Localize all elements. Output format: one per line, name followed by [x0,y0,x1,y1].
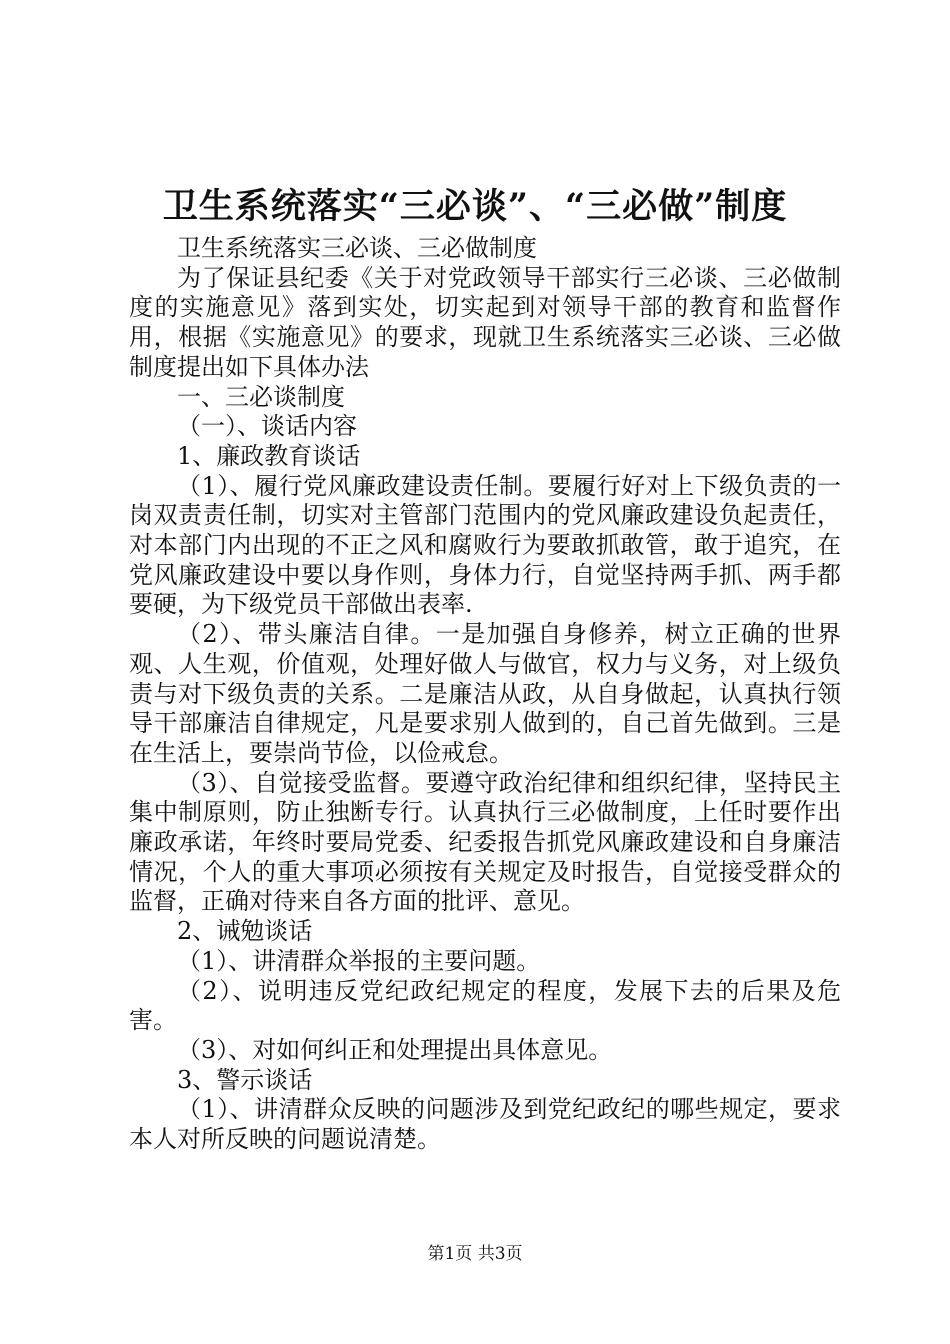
section-heading: 一、三必谈制度 [177,382,345,411]
paragraph: 卫生系统落实三必谈、三必做制度 [177,234,537,262]
document-title: 卫生系统落实“三必谈”、“三必做”制度 [162,186,788,227]
item-heading: 1、廉政教育谈话 [177,441,361,470]
paragraph: （3）、对如何纠正和处理提出具体意见。 [177,1035,613,1064]
paragraph: （1）、讲清群众反映的问题涉及到党纪政纪的哪些规定，要求本人对所反映的问题说清楚。 [129,1095,841,1154]
page-footer: 第1页 共3页 [427,1244,523,1264]
subsection-heading: （一）、谈话内容 [177,412,357,441]
paragraph: （2）、带头廉洁自律。一是加强自身修养，树立正确的世界观、人生观，价值观，处理好做人与做官，权力与义务，对上级负责与对下级负责的关系。二是廉洁从政，从自身做起，认真执行领导干部廉洁自律规定，凡是要求别人做到的，自己首先做到。三是在生活上，要崇尚节俭，以俭戒怠。 [129,620,841,767]
paragraph: （2）、说明违反党纪政纪规定的程度，发展下去的后果及危害。 [129,976,841,1035]
paragraph: 为了保证县纪委《关于对党政领导干部实行三必谈、三必做制度的实施意见》落到实处，切实起到对领导干部的教育和监督作用，根据《实施意见》的要求，现就卫生系统落实三必谈、三必做制度提出如下具体办法 [129,263,841,381]
paragraph: （1）、履行党风廉政建设责任制。要履行好对上下级负责的一岗双责责任制，切实对主管部门范围内的党风廉政建设负起责任，对本部门内出现的不正之风和腐败行为要敢抓敢管，敢于追究，在党风廉政建设中要以身作则，身体力行，自觉坚持两手抓、两手都要硬，为下级党员干部做出表率. [129,471,841,619]
paragraph: （3）、自觉接受监督。要遵守政治纪律和组织纪律，坚持民主集中制原则，防止独断专行。认真执行三必做制度，上任时要作出廉政承诺，年终时要局党委、纪委报告抓党风廉政建设和自身廉洁情况，个人的重大事项必须按有关规定及时报告，自觉接受群众的监督，正确对待来自各方面的批评、意见。 [129,768,841,916]
paragraph: （1）、讲清群众举报的主要问题。 [177,946,541,975]
item-heading: 2、诫勉谈话 [177,917,313,946]
document-body [129,234,841,1155]
item-heading: 3、警示谈话 [177,1065,313,1094]
